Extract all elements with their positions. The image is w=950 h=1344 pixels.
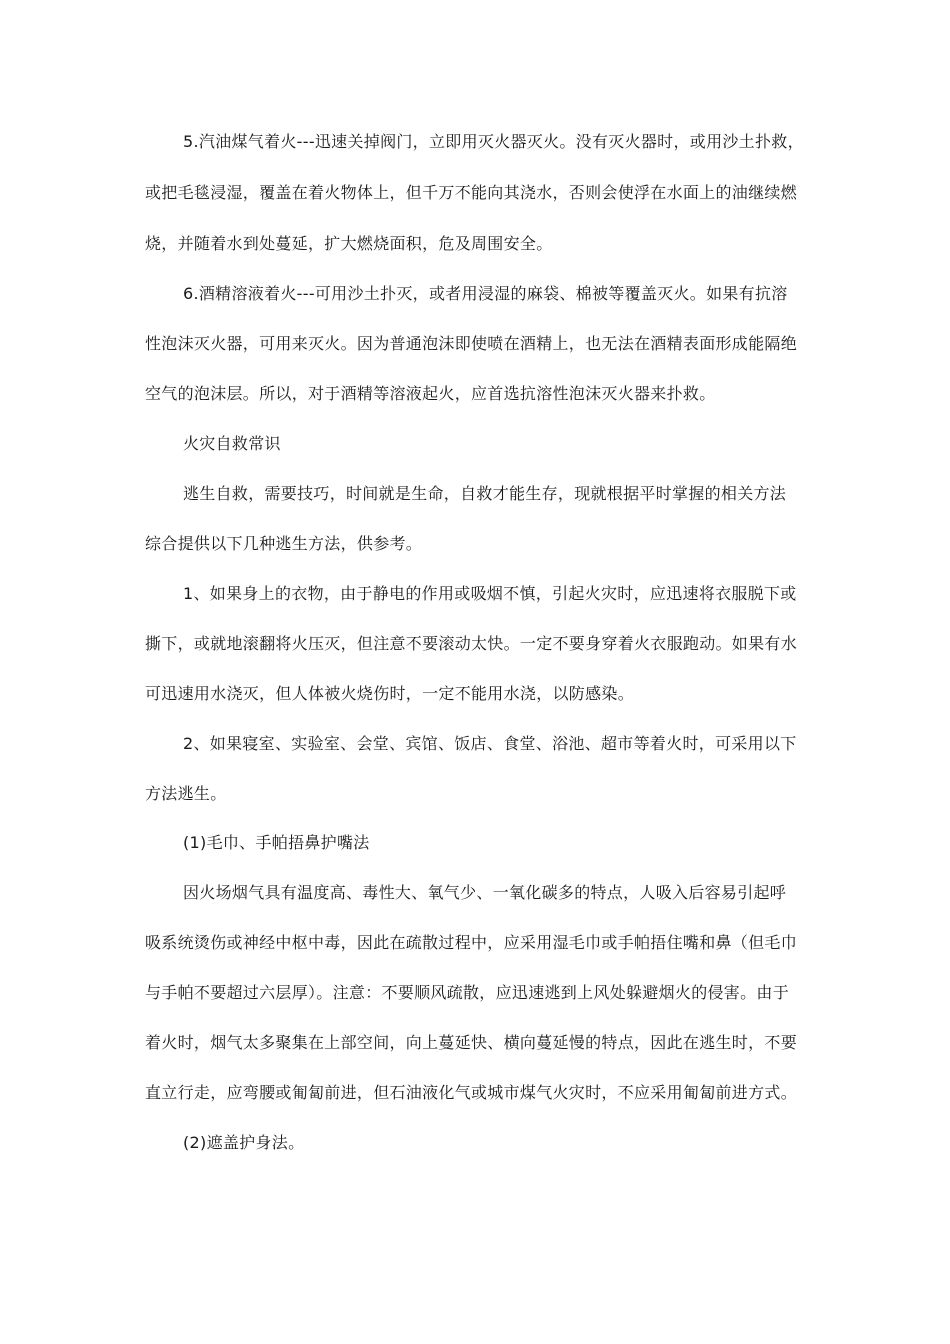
paragraph-6-line-3: 空气的泡沫层。所以，对于酒精等溶液起火，应首选抗溶性泡沫灭火器来扑救。 <box>145 384 716 403</box>
item-1-line-2: 撕下，或就地滚翻将火压灭，但注意不要滚动太快。一定不要身穿着火衣服跑动。如果有水 <box>145 634 798 653</box>
item-2-line-2: 方法逃生。 <box>145 784 227 803</box>
paragraph-5-line-1: 5.汽油煤气着火---迅速关掉阀门，立即用灭火器灭火。没有灭火器时，或用沙土扑救， <box>183 132 804 151</box>
method-1-line-2: 吸系统烫伤或神经中枢中毒，因此在疏散过程中，应采用湿毛巾或手帕捂住嘴和鼻（但毛巾 <box>145 933 798 952</box>
method-2-heading: (2)遮盖护身法。 <box>183 1133 305 1152</box>
method-1-line-5: 直立行走，应弯腰或匍匐前进，但石油液化气或城市煤气火灾时，不应采用匍匐前进方式。 <box>145 1083 798 1102</box>
method-1-heading: (1)毛巾、手帕捂鼻护嘴法 <box>183 833 370 852</box>
method-1-line-1: 因火场烟气具有温度高、毒性大、氧气少、一氧化碳多的特点，人吸入后容易引起呼 <box>183 883 787 902</box>
method-1-line-3: 与手帕不要超过六层厚）。注意：不要顺风疏散，应迅速逃到上风处躲避烟火的侵害。由于 <box>145 983 790 1002</box>
paragraph-6-line-2: 性泡沫灭火器，可用来灭火。因为普通泡沫即使喷在酒精上，也无法在酒精表面形成能隔绝 <box>145 334 798 353</box>
method-1-line-4: 着火时，烟气太多聚集在上部空间，向上蔓延快、横向蔓延慢的特点，因此在逃生时，不要 <box>145 1033 798 1052</box>
paragraph-5-line-3: 烧，并随着水到处蔓延，扩大燃烧面积，危及周围安全。 <box>145 234 553 253</box>
item-2-line-1: 2、如果寝室、实验室、会堂、宾馆、饭店、食堂、浴池、超市等着火时，可采用以下 <box>183 734 797 753</box>
paragraph-6-line-1: 6.酒精溶液着火---可用沙土扑灭，或者用浸湿的麻袋、棉被等覆盖灭火。如果有抗溶 <box>183 284 788 303</box>
section-heading: 火灾自救常识 <box>183 434 281 453</box>
paragraph-5-line-2: 或把毛毯浸湿，覆盖在着火物体上，但千万不能向其浇水，否则会使浮在水面上的油继续燃 <box>145 183 798 202</box>
item-1-line-1: 1、如果身上的衣物，由于静电的作用或吸烟不慎，引起火灾时，应迅速将衣服脱下或 <box>183 584 797 603</box>
item-1-line-3: 可迅速用水浇灭，但人体被火烧伤时，一定不能用水浇，以防感染。 <box>145 684 635 703</box>
intro-line-2: 综合提供以下几种逃生方法，供参考。 <box>145 534 423 553</box>
intro-line-1: 逃生自救，需要技巧，时间就是生命，自救才能生存，现就根据平时掌握的相关方法 <box>183 484 787 503</box>
